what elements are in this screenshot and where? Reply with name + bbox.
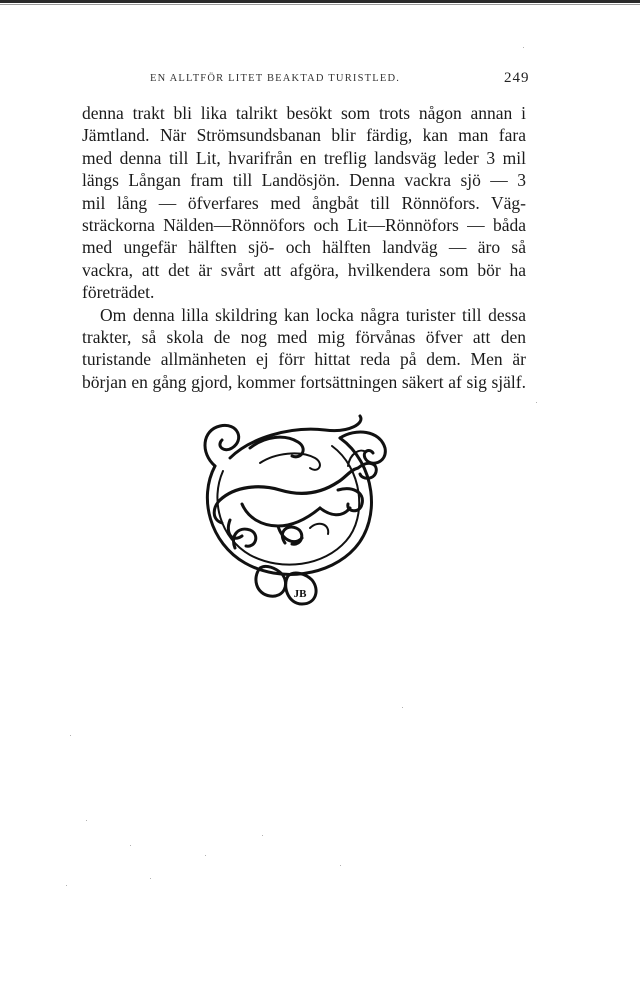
scan-speck — [523, 47, 524, 48]
text-line: vackra, att det är svårt att afgöra, hvilkendera som bör ha — [82, 259, 526, 280]
text-line: med denna till Lit, hvarifrån en treflig landsväg leder 3 mil — [82, 147, 526, 168]
text-line: sträckorna Nälden—Rönnöfors och Lit—Rönnöfors — båda — [82, 214, 526, 235]
monogram-mark: JB — [293, 588, 307, 600]
scan-speck — [340, 865, 341, 866]
scan-speck — [205, 855, 206, 856]
scan-speck — [402, 707, 403, 708]
paragraph-first-line: Om denna lilla skildring kan locka några turister till dessa — [100, 304, 526, 325]
running-title: EN ALLTFÖR LITET BEAKTAD TURISTLED. — [150, 73, 401, 84]
text-line: företrädet. — [82, 282, 155, 303]
text-line: med ungefär hälften sjö- och hälften landväg — äro så — [82, 237, 526, 258]
scan-speck — [70, 735, 71, 736]
text-line: längs Långan fram till Landösjön. Denna vackra sjö — 3 — [82, 170, 526, 191]
page-number: 249 — [504, 70, 530, 86]
text-line: trakter, så skola de nog med mig förvånas öfver att den — [82, 326, 526, 347]
text-line: början en gång gjord, kommer fortsättningen säkert af sig själf. — [82, 371, 526, 392]
text-line: Jämtland. När Strömsundsbanan blir färdig, kan man fara — [82, 125, 526, 146]
scan-speck — [130, 845, 131, 846]
scan-speck — [66, 885, 67, 886]
text-line: mil lång — öfverfares med ångbåt till Rönnöfors. Väg- — [82, 192, 526, 213]
scan-speck — [262, 835, 263, 836]
top-border-rule — [0, 0, 640, 3]
body-text — [82, 102, 526, 393]
scan-speck — [86, 820, 87, 821]
top-border-rule-thin — [0, 4, 640, 5]
deer-vignette-icon — [190, 408, 395, 608]
text-line: turistande allmänheten ej förr hittat reda på dem. Men är — [82, 349, 526, 370]
text-line: denna trakt bli lika talrikt besökt som trots någon annan i — [82, 103, 526, 123]
scan-speck — [536, 402, 537, 403]
scan-speck — [150, 878, 151, 879]
